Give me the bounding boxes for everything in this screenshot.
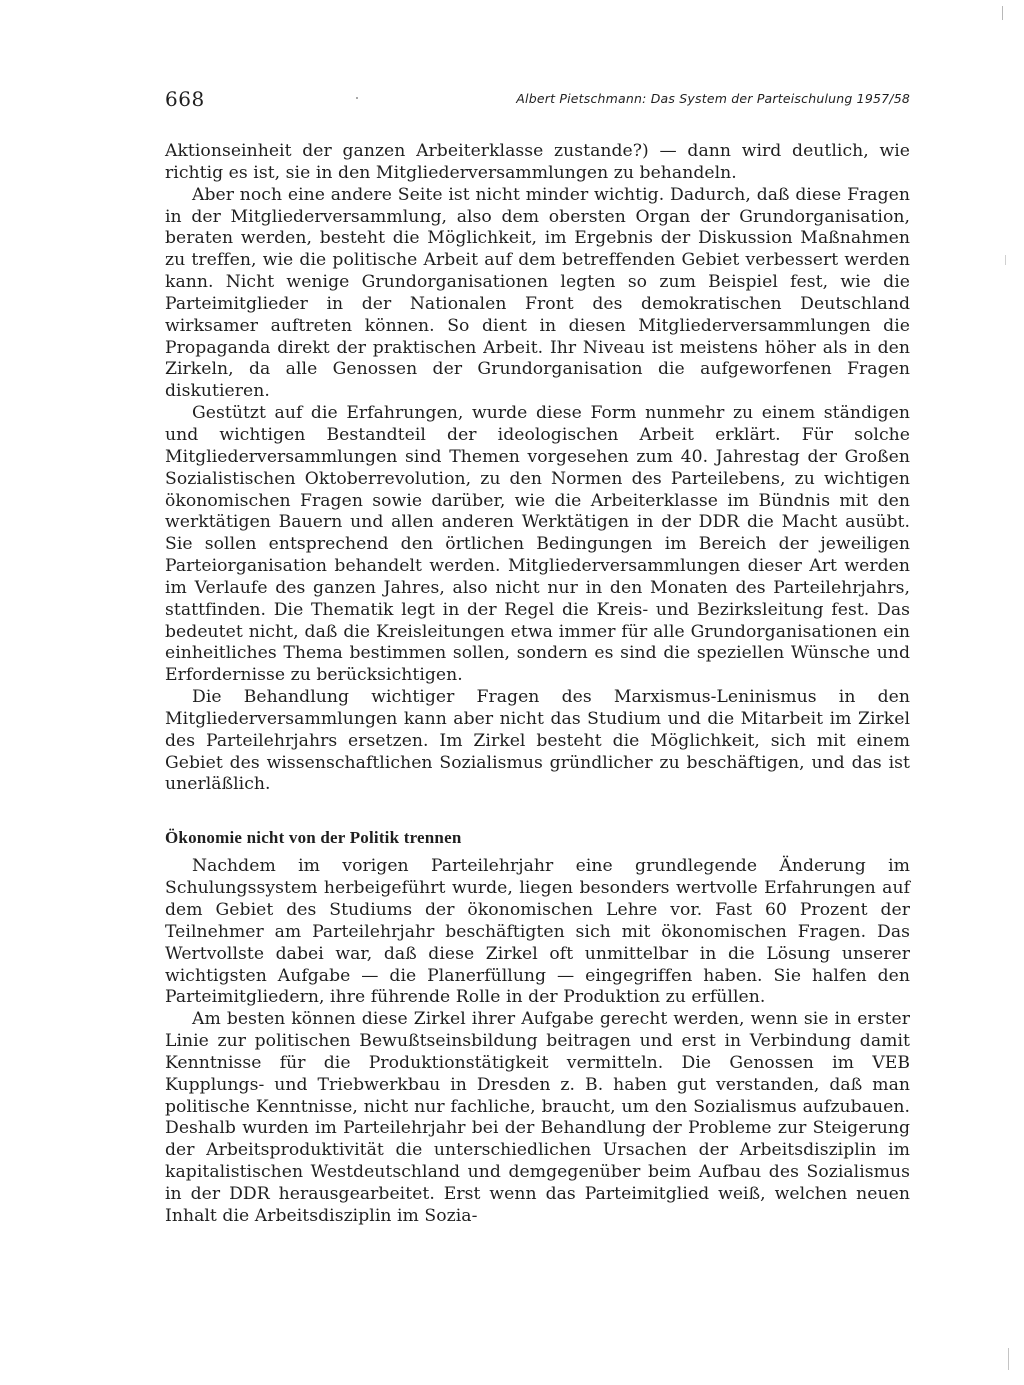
paragraph: Die Behandlung wichtiger Fragen des Marxismus-Leninismus in den Mitgliederversammlungen kann aber nicht das Studium und die Mitarbeit im Zirkel des Parteilehrjahrs ersetzen. Im Zirkel besteht die Möglichkeit, sich mit einem Gebiet des wissenschaftlichen Sozialismus gründlicher zu beschäftigen, und das ist unerläßlich. — [165, 687, 910, 795]
paragraph: Aber noch eine andere Seite ist nicht minder wichtig. Dadurch, daß diese Fragen in der Mitgliederversammlung, also dem obersten Organ der Grundorganisation, beraten werden, besteht die Möglichkeit, im Ergebnis der Diskussion Maßnahmen zu treffen, wie die politische Arbeit auf dem betreffenden Gebiet verbessert werden kann. Nicht wenige Grundorganisationen legten so zum Beispiel fest, wie die Parteimitglieder in der Nationalen Front des demokratischen Deutschland wirksamer auftreten können. So dient in diesen Mitgliederversammlungen die Propaganda direkt der praktischen Arbeit. Ihr Niveau ist meistens höher als in den Zirkeln, da alle Genossen der Grundorganisation die aufgeworfenen Fragen diskutieren. — [165, 184, 910, 402]
section-heading: Ökonomie nicht von der Politik trennen — [165, 828, 462, 848]
page-number: 668 — [165, 87, 205, 111]
page-header — [165, 86, 910, 112]
paragraph: Nachdem im vorigen Parteilehrjahr eine grundlegende Änderung im Schulungssystem herbeigeführt wurde, liegen besonders wertvolle Erfahrungen auf dem Gebiet des Studiums der ökonomischen Lehre vor. Fast 60 Prozent der Teilnehmer am Parteilehrjahr beschäftigten sich mit ökonomischen Fragen. Das Wertvollste dabei war, daß diese Zirkel oft unmittelbar in die Lösung unserer wichtigsten Aufgabe — die Planerfüllung — eingegriffen haben. Sie halfen den Parteimitgliedern, ihre führende Rolle in der Produktion zu erfüllen. — [165, 856, 910, 1008]
scan-artifact-mark — [1008, 1348, 1009, 1370]
paragraph: Aktionseinheit der ganzen Arbeiterklasse zustande?) — dann wird deutlich, wie richtig es ist, sie in den Mitgliederversammlungen zu behandeln. — [165, 141, 910, 183]
scan-artifact-mark — [1005, 255, 1006, 265]
running-head: Albert Pietschmann: Das System der Parteischulung 1957/58 — [516, 91, 910, 106]
paragraph: Gestützt auf die Erfahrungen, wurde diese Form nunmehr zu einem ständigen und wichtigen Bestandteil der ideologischen Arbeit erklärt. Für solche Mitgliederversammlungen sind Themen vorgesehen zum 40. Jahrestag der Großen Sozialistischen Oktoberrevolution, zu den Normen des Parteilebens, zu wichtigen ökonomischen Fragen sowie darüber, wie die Arbeiterklasse im Bündnis mit den werktätigen Bauern und allen anderen Werktätigen in der DDR die Macht ausübt. Sie sollen entsprechend den örtlichen Bedingungen im Bereich der jeweiligen Parteiorganisation behandelt werden. Mitgliederversammlungen dieser Art werden im Verlaufe des ganzen Jahres, also nicht nur in den Monaten des Parteilehrjahrs, stattfinden. Die Thematik legt in der Regel die Kreis- und Bezirksleitung fest. Das bedeutet nicht, daß die Kreisleitungen etwa immer für alle Grundorganisationen ein einheitliches Thema bestimmen sollen, sondern es sind die speziellen Wünsche und Erfordernisse zu berücksichtigen. — [165, 403, 910, 686]
body-text — [165, 141, 910, 1228]
paragraph: Am besten können diese Zirkel ihrer Aufgabe gerecht werden, wenn sie in erster Linie zur politischen Bewußtseinsbildung beitragen und erst in Verbindung damit Kenntnisse für die Produktionstätigkeit vermitteln. Die Genossen im VEB Kupplungs- und Triebwerkbau in Dresden z. B. haben gut verstanden, daß man politische Kenntnisse, nicht nur fachliche, braucht, um den Sozialismus aufzubauen. Deshalb wurden im Parteilehrjahr bei der Behandlung der Probleme zur Steigerung der Arbeitsproduktivität die unterschiedlichen Ursachen der Arbeitsdisziplin im kapitalistischen Westdeutschland und demgegenüber beim Aufbau des Sozialismus in der DDR herausgearbeitet. Erst wenn das Parteimitglied weiß, welchen neuen Inhalt die Arbeitsdisziplin im Sozia- — [165, 1009, 910, 1226]
scan-artifact-mark — [1002, 6, 1003, 20]
